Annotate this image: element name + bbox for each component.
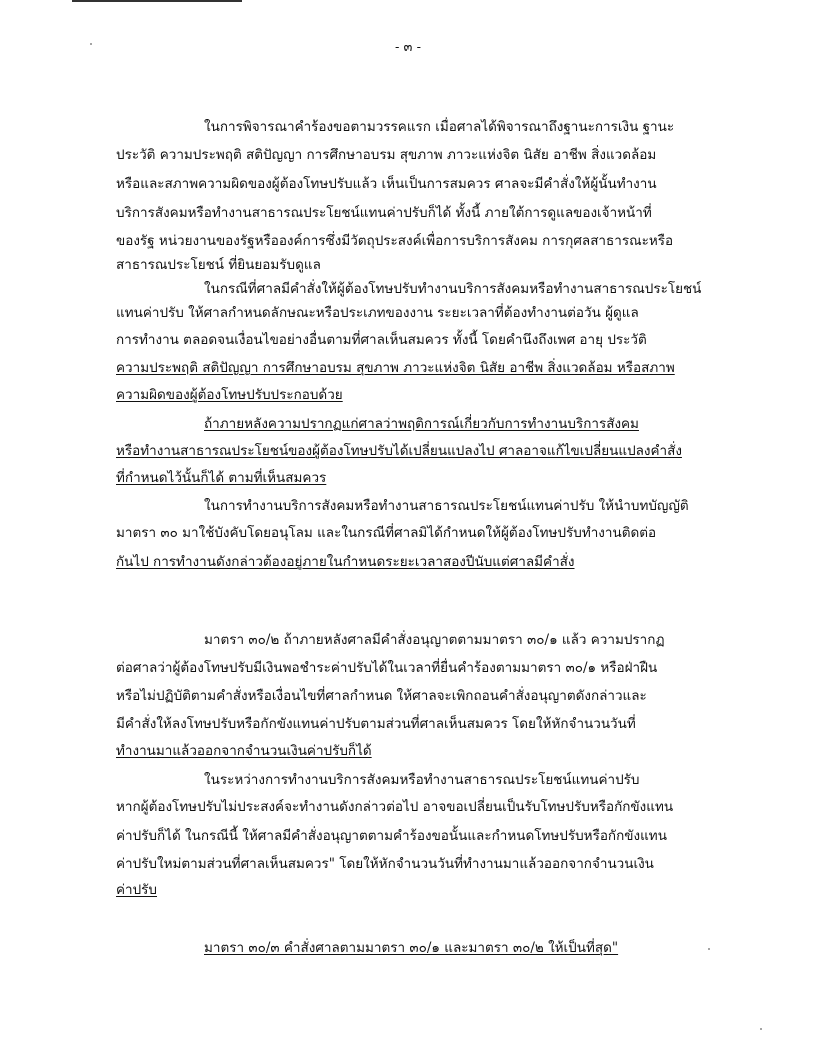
text-line: สาธารณประโยชน์ ที่ยินยอมรับดูแล — [116, 257, 321, 273]
text-line: ความผิดของผู้ต้องโทษปรับประกอบด้วย — [116, 387, 343, 403]
text-line: ประวัติ ความประพฤติ สติปัญญา การศึกษาอบรม สุขภาพ ภาวะแห่งจิต นิสัย อาชีพ สิ่งแวดล้อม — [116, 147, 657, 163]
text-line: ในการทำงานบริการสังคมหรือทำงานสาธารณประโยชน์แทนค่าปรับ ให้นำบทบัญญัติ — [204, 498, 689, 514]
text-line: บริการสังคมหรือทำงานสาธารณประโยชน์แทนค่าปรับก็ได้ ทั้งนี้ ภายใต้การดูแลของเจ้าหน้าที่ — [116, 205, 652, 221]
scan-speck — [708, 948, 710, 950]
text-line: การทำงาน ตลอดจนเงื่อนไขอย่างอื่นตามที่ศาลเห็นสมควร ทั้งนี้ โดยคำนึงถึงเพศ อายุ ประวัติ — [116, 332, 647, 348]
text-line: ทำงานมาแล้วออกจากจำนวนเงินค่าปรับก็ได้ — [116, 743, 372, 759]
text-line: หรือและสภาพความผิดของผู้ต้องโทษปรับแล้ว เห็นเป็นการสมควร ศาลจะมีคำสั่งให้ผู้นั้นทำงาน — [116, 176, 657, 192]
page-number: - ๓ - — [395, 40, 421, 55]
text-line: ต่อศาลว่าผู้ต้องโทษปรับมีเงินพอชำระค่าปรับได้ในเวลาที่ยื่นคำร้องตามมาตรา ๓๐/๑ หรือฝ่าฝืน — [116, 660, 658, 676]
text-line: ของรัฐ หน่วยงานของรัฐหรือองค์การซึ่งมีวัตถุประสงค์เพื่อการบริการสังคม การกุศลสาธารณะหรือ — [116, 233, 674, 249]
text-line: ในกรณีที่ศาลมีคำสั่งให้ผู้ต้องโทษปรับทำงานบริการสังคมหรือทำงานสาธารณประโยชน์ — [204, 281, 702, 297]
text-line: มีคำสั่งให้ลงโทษปรับหรือกักขังแทนค่าปรับตามส่วนที่ศาลเห็นสมควร โดยให้หักจำนวนวันที่ — [116, 716, 636, 732]
text-line: หรือไม่ปฏิบัติตามคำสั่งหรือเงื่อนไขที่ศาลกำหนด ให้ศาลจะเพิกถอนคำสั่งอนุญาตดังกล่าวและ — [116, 688, 647, 704]
text-line: มาตรา ๓๐/๓ คำสั่งศาลตามมาตรา ๓๐/๑ และมาตรา ๓๐/๒ ให้เป็นที่สุด" — [204, 940, 619, 956]
scan-edge-line — [72, 0, 242, 2]
text-line: ถ้าภายหลังความปรากฏแก่ศาลว่าพฤติการณ์เกี่ยวกับการทำงานบริการสังคม — [204, 416, 639, 432]
text-line: ค่าปรับ — [116, 882, 158, 898]
scan-speck — [90, 43, 92, 45]
text-line: ความประพฤติ สติปัญญา การศึกษาอบรม สุขภาพ ภาวะแห่งจิต นิสัย อาชีพ สิ่งแวดล้อม หรือสภาพ — [116, 360, 675, 376]
scan-speck — [760, 1028, 762, 1030]
text-line: มาตรา ๓๐/๒ ถ้าภายหลังศาลมีคำสั่งอนุญาตตามมาตรา ๓๐/๑ แล้ว ความปรากฏ — [204, 632, 665, 648]
text-line: ค่าปรับใหม่ตามส่วนที่ศาลเห็นสมควร" โดยให้หักจำนวนวันที่ทำงานมาแล้วออกจากจำนวนเงิน — [116, 856, 654, 872]
text-line: ค่าปรับก็ได้ ในกรณีนี้ ให้ศาลมีคำสั่งอนุญาตตามคำร้องขอนั้นและกำหนดโทษปรับหรือกักขังแทน — [116, 828, 667, 844]
text-line: หรือทำงานสาธารณประโยชน์ของผู้ต้องโทษปรับได้เปลี่ยนแปลงไป ศาลอาจแก้ไขเปลี่ยนแปลงคำสั่ง — [116, 443, 682, 459]
text-line: มาตรา ๓๐ มาใช้บังคับโดยอนุโลม และในกรณีที่ศาลมิได้กำหนดให้ผู้ต้องโทษปรับทำงานติดต่อ — [116, 525, 657, 541]
text-line: หากผู้ต้องโทษปรับไม่ประสงค์จะทำงานดังกล่าวต่อไป อาจขอเปลี่ยนเป็นรับโทษปรับหรือกักขังแทน — [116, 799, 674, 815]
text-line: แทนค่าปรับ ให้ศาลกำหนดลักษณะหรือประเภทของงาน ระยะเวลาที่ต้องทำงานต่อวัน ผู้ดูแล — [116, 305, 639, 321]
text-line: กันไป การทำงานดังกล่าวต้องอยู่ภายในกำหนดระยะเวลาสองปีนับแต่ศาลมีคำสั่ง — [116, 554, 575, 570]
text-line: ที่กำหนดไว้นั้นก็ได้ ตามที่เห็นสมควร — [116, 470, 327, 486]
text-line: ในระหว่างการทำงานบริการสังคมหรือทำงานสาธารณประโยชน์แทนค่าปรับ — [204, 772, 640, 788]
text-line: ในการพิจารณาคำร้องขอตามวรรคแรก เมื่อศาลได้พิจารณาถึงฐานะการเงิน ฐานะ — [204, 119, 675, 135]
